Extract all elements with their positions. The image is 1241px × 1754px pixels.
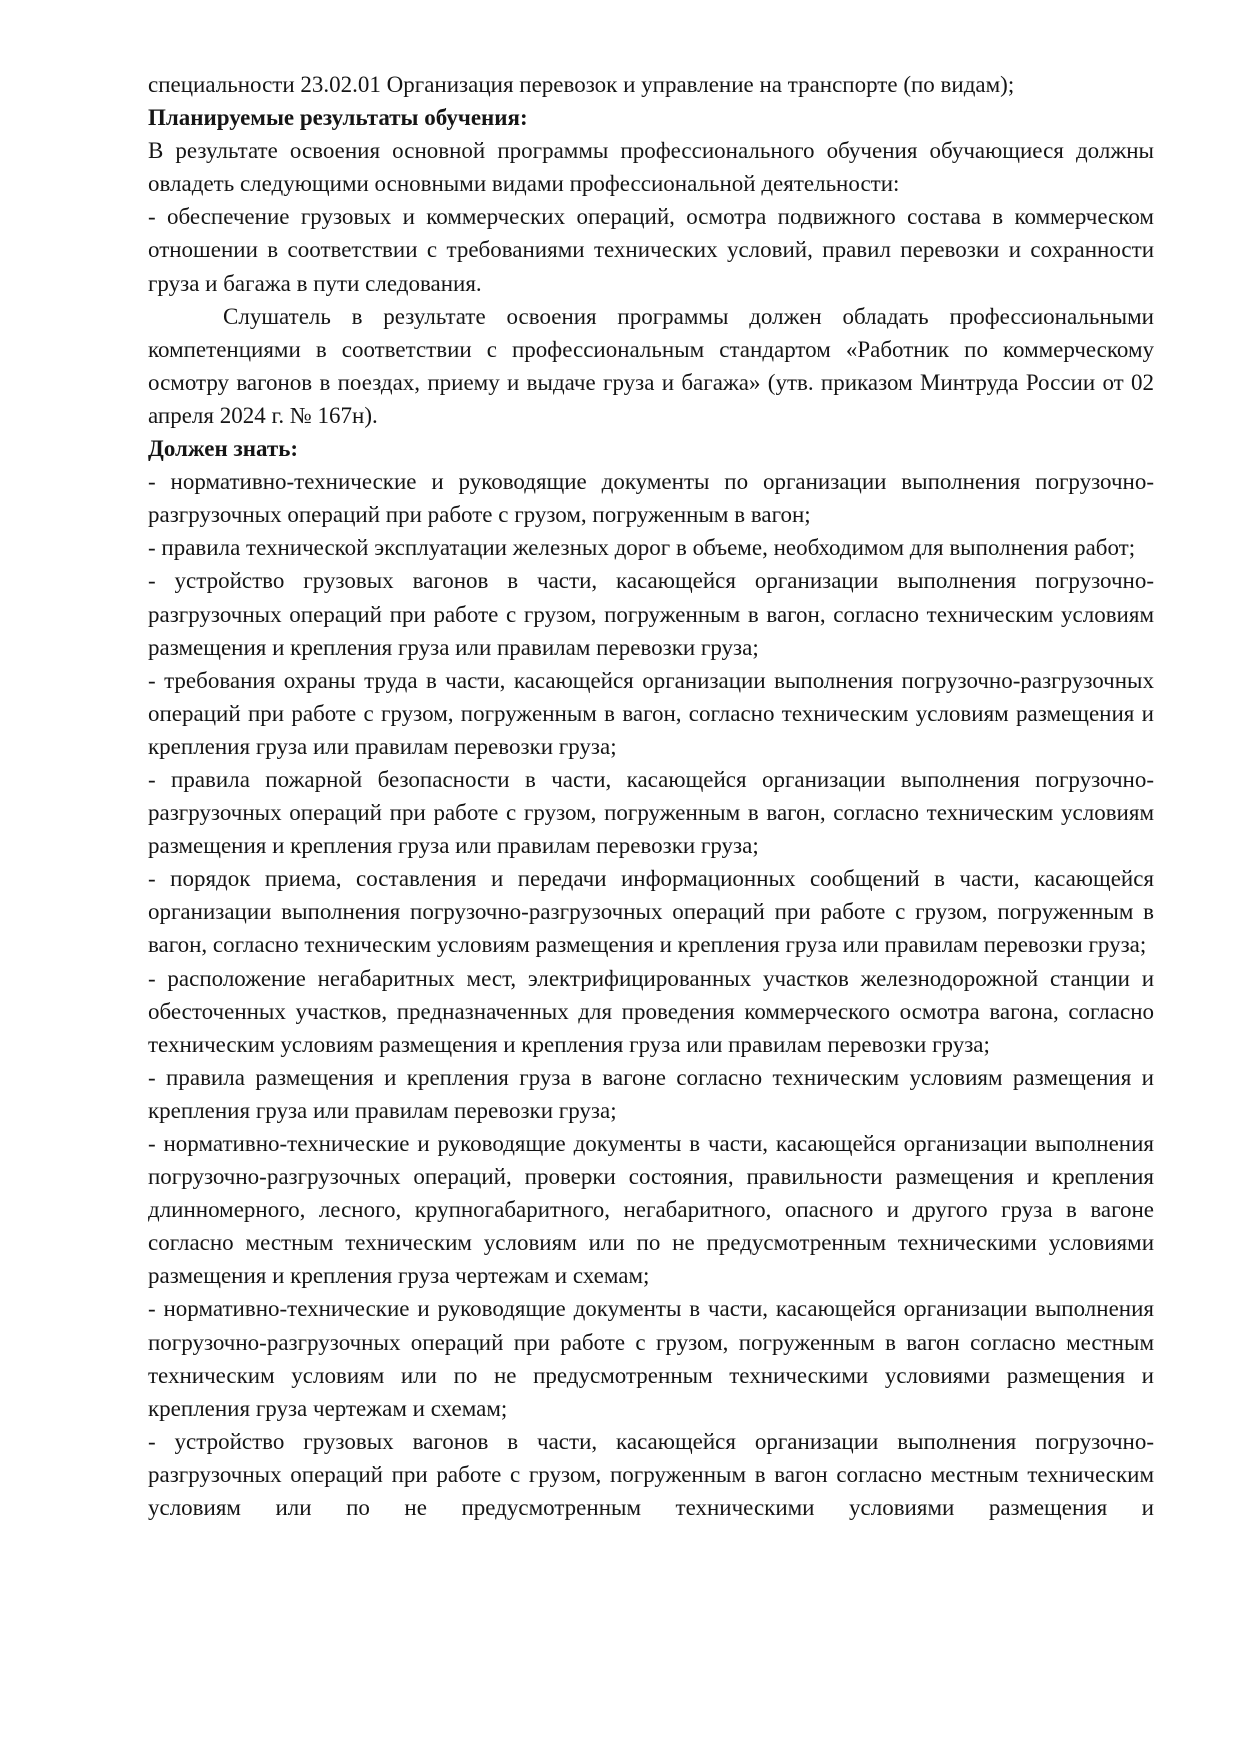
know-list-item: - требования охраны труда в части, касающейся организации выполнения погрузочно-разгрузочных операций при работе с грузом, погруженным в вагон, согласно техническим условиям размещения и крепления груза или правилам перевозки груза; xyxy=(148,667,1154,759)
know-list-item: - расположение негабаритных мест, электрифицированных участков железнодорожной станции и обесточенных участков, предназначенных для проведения коммерческого осмотра вагона, согласно техническим условиям размещения и крепления груза или правилам перевозки груза; xyxy=(148,965,1154,1057)
activity-item: - обеспечение грузовых и коммерческих операций, осмотра подвижного состава в коммерческом отношении в соответствии с требованиями технических условий, правил перевозки и сохранности груза и багажа в пути следования. xyxy=(148,204,1154,296)
know-list-item: - устройство грузовых вагонов в части, касающейся организации выполнения погрузочно-разгрузочных операций при работе с грузом, погруженным в вагон согласно местным техническим условиям или по не предусмотренным техническими условиями размещения и xyxy=(148,1428,1154,1521)
know-list-item: - правила технической эксплуатации железных дорог в объеме, необходимом для выполнения работ; xyxy=(148,535,1136,561)
know-list-item: - устройство грузовых вагонов в части, касающейся организации выполнения погрузочно-разгрузочных операций при работе с грузом, погруженным в вагон, согласно техническим условиям размещения и крепления груза или правилам перевозки груза; xyxy=(148,568,1154,660)
document-page xyxy=(148,68,1154,1524)
continuation-line: специальности 23.02.01 Организация перевозок и управление на транспорте (по видам); xyxy=(148,72,1015,97)
know-heading: Должен знать: xyxy=(148,436,299,462)
know-list-item: - правила пожарной безопасности в части, касающейся организации выполнения погрузочно-разгрузочных операций при работе с грузом, погруженным в вагон, согласно техническим условиям размещения и крепления груза или правилам перевозки груза; xyxy=(148,766,1154,859)
know-list-item: - нормативно-технические и руководящие документы в части, касающейся организации выполнения погрузочно-разгрузочных операций, проверки состояния, правильности размещения и крепления длинномерного, лесного, крупногабаритного, негабаритного, опасного и другого груза в вагоне согласно местным техническим условиям или по не предусмотренным техническими условиями размещения и крепления груза чертежам и схемам; xyxy=(148,1131,1154,1289)
results-intro: В результате освоения основной программы профессионального обучения обучающиеся должны овладеть следующими основными видами профессиональной деятельности: xyxy=(148,138,1154,197)
know-list-item: - правила размещения и крепления груза в вагоне согласно техническим условиям размещения и крепления груза или правилам перевозки груза; xyxy=(148,1064,1154,1123)
know-list-item: - нормативно-технические и руководящие документы в части, касающейся организации выполнения погрузочно-разгрузочных операций при работе с грузом, погруженным в вагон согласно местным техническим условиям или по не предусмотренным техническими условиями размещения и крепления груза чертежам и схемам; xyxy=(148,1296,1154,1421)
know-list-item: - порядок приема, составления и передачи информационных сообщений в части, касающейся организации выполнения погрузочно-разгрузочных операций при работе с грузом, погруженным в вагон, согласно техническим условиям размещения и крепления груза или правилам перевозки груза; xyxy=(148,866,1154,958)
know-list-item: - нормативно-технические и руководящие документы по организации выполнения погрузочно-разгрузочных операций при работе с грузом, погруженным в вагон; xyxy=(148,469,1154,528)
results-heading: Планируемые результаты обучения: xyxy=(148,105,528,131)
competence-paragraph: Слушатель в результате освоения программы должен обладать профессиональными компетенциями в соответствии с профессиональным стандартом «Работник по коммерческому осмотру вагонов в поездах, приему и выдаче груза и багажа» (утв. приказом Минтруда России от 02 апреля 2024 г. № 167н). xyxy=(148,303,1154,428)
